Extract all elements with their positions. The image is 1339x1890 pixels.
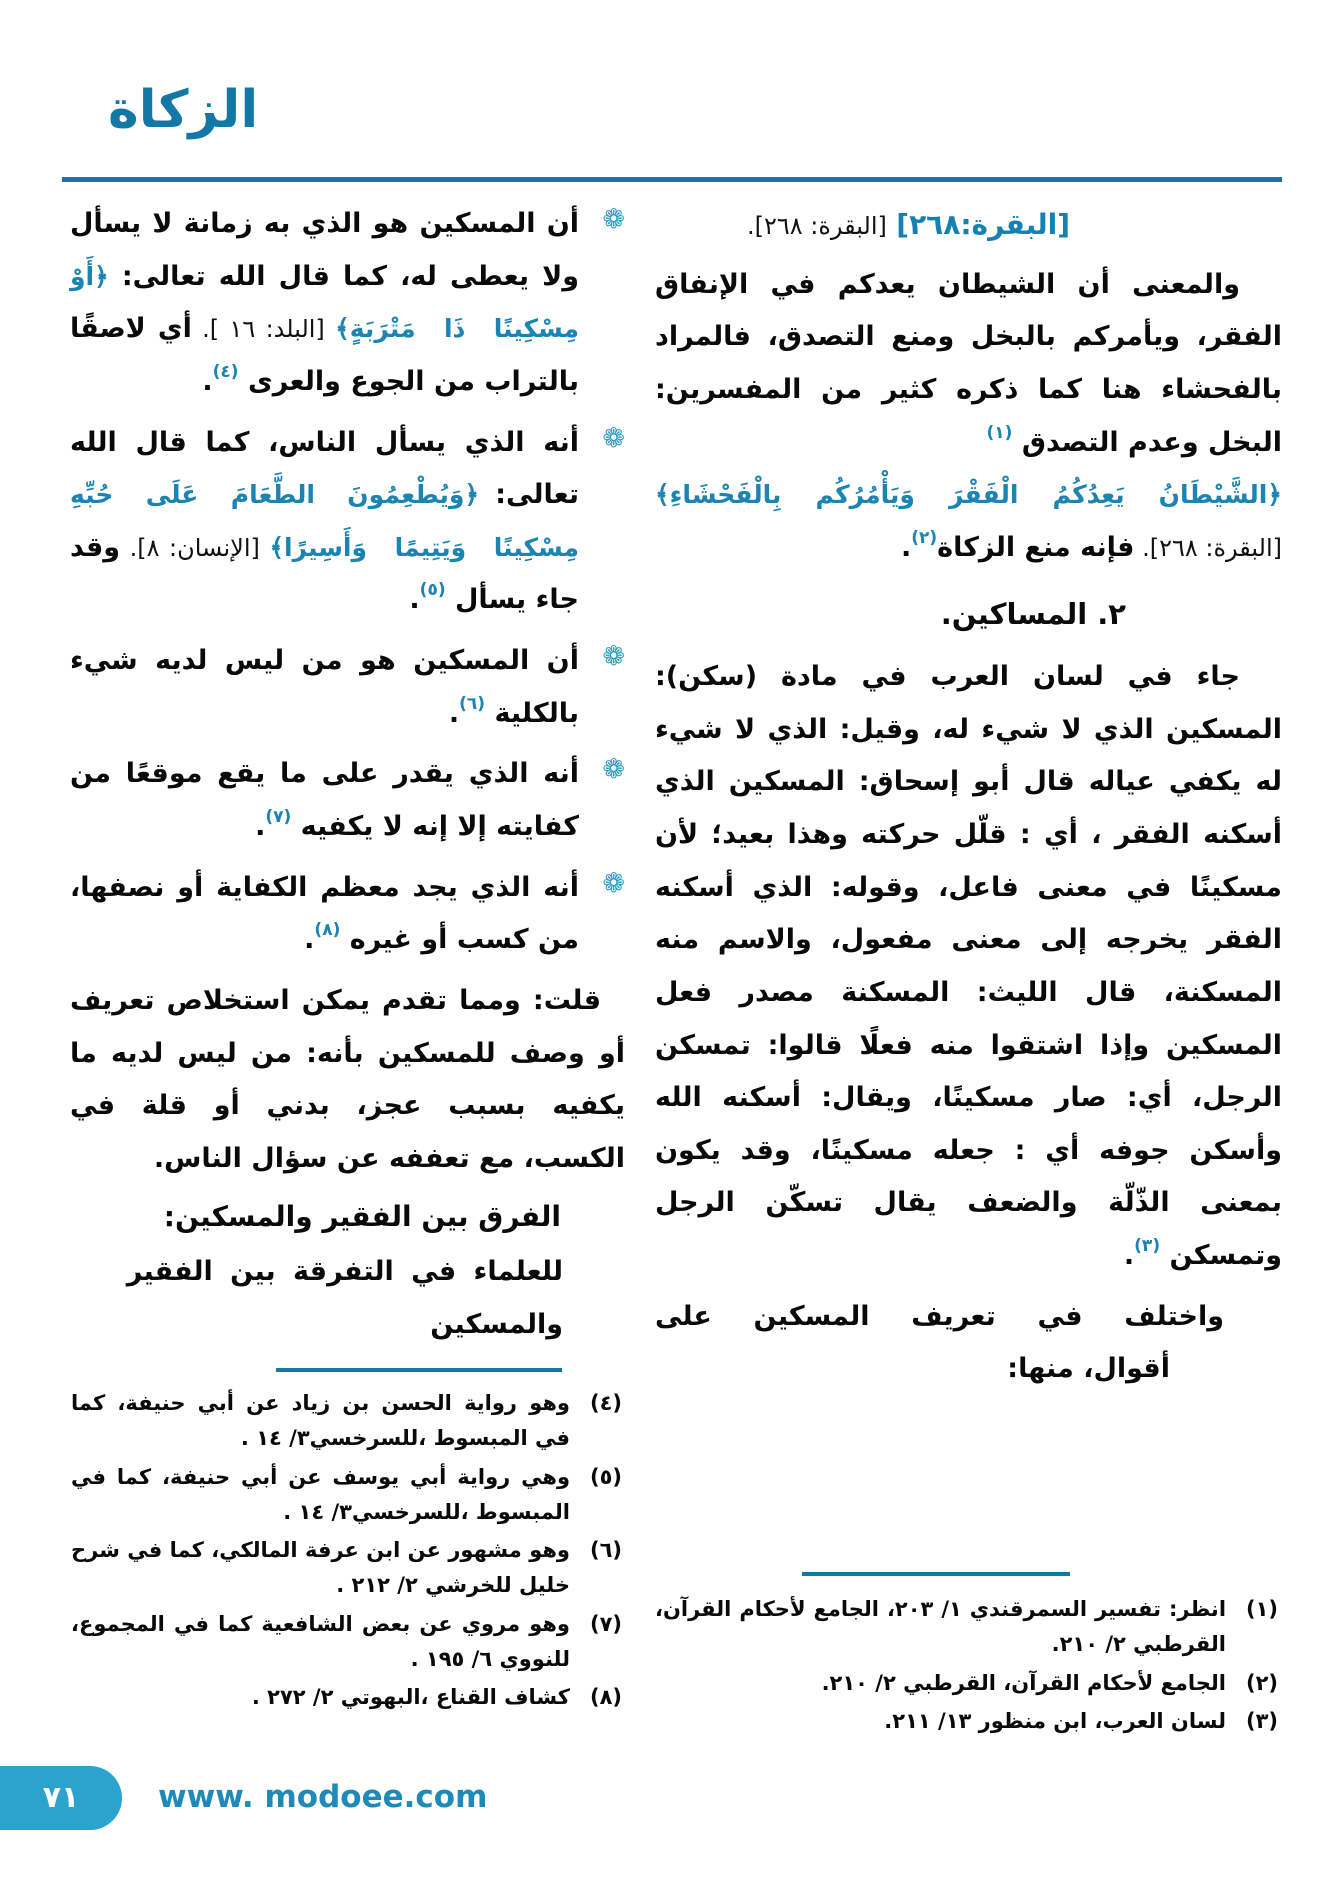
left-column [70, 198, 625, 1396]
list-item [70, 635, 625, 740]
footnote-text: انظر: تفسير السمرقندي ١/ ٢٠٣، الجامع لأحكام القرآن، القرطبي ٢/ ٢١٠. [655, 1597, 1227, 1657]
footnote-marker-7: (٧) [265, 807, 292, 828]
paragraph-text: والمعنى أن الشيطان يعدكم في الإنفاق الفقر، ويأمركم بالبخل ومنع التصدق، فالمراد بالفحشاء هنا كما ذكره كثير من المفسرين: البخل وعدم التصدق [655, 268, 1282, 458]
footnote-number: (٦) [589, 1538, 622, 1563]
footnote-marker-5: (٥) [419, 580, 446, 601]
footnote-number: (٣) [1245, 1708, 1278, 1733]
citation-text: [البقرة: ٢٦٨]. [1134, 533, 1282, 562]
footnote [655, 1666, 1282, 1701]
footnote-text: وهي رواية أبي يوسف عن أبي حنيفة، كما في المبسوط ،للسرخسي٣/ ١٤ . [71, 1464, 570, 1524]
period: . [304, 924, 315, 956]
bullet-text: وقد جاء يسأل [70, 531, 579, 616]
period: . [409, 584, 420, 616]
header-rule [62, 177, 1282, 182]
footnote-number: (٨) [589, 1685, 622, 1710]
paragraph-lisan-alarab [655, 651, 1282, 1283]
ayah-reference-line [655, 198, 1070, 253]
footnote [71, 1533, 626, 1604]
bullet-text: أي لاصقًا بالتراب من الجوع والعرى [70, 313, 579, 397]
rosette-bullet-icon: ❁ [602, 867, 625, 899]
list-item [70, 862, 625, 967]
citation-text: [البلد: ١٦ ]. [191, 315, 336, 344]
paragraph-meaning [655, 259, 1282, 470]
footnote [655, 1704, 1282, 1739]
period: . [1123, 1240, 1135, 1272]
bullet-text: أنه الذي يجد معظم الكفاية أو نصفها، من كسب أو غيره [70, 871, 579, 956]
bullet-text: أنه الذي يسأل الناس، كما قال الله تعالى: [70, 426, 579, 511]
rosette-bullet-icon: ❁ [602, 422, 625, 454]
list-item [70, 417, 625, 628]
footnote-marker-1: (١) [986, 422, 1013, 443]
footnote-separator [802, 1572, 1070, 1576]
page-header-title: الزكاة [108, 80, 259, 140]
footnote-marker-3: (٣) [1134, 1236, 1161, 1257]
footnote-text: وهو مشهور عن ابن عرفة المالكي، كما في شرح خليل للخرشي ٢/ ٢١٢ . [71, 1538, 570, 1598]
footnote-number: (٧) [589, 1611, 622, 1636]
bullet-text: أن المسكين هو الذي به زمانة لا يسأل ولا يعطى له، كما قال الله تعالى: [70, 208, 579, 292]
list-item [70, 198, 625, 409]
paragraph-ulama: للعلماء في التفرقة بين الفقير والمسكين [126, 1256, 563, 1340]
footnote-marker-6: (٦) [459, 693, 486, 714]
rosette-bullet-icon: ❁ [602, 641, 625, 673]
footnote [71, 1680, 626, 1715]
period: . [255, 811, 266, 843]
section-heading-difference: الفرق بين الفقير والمسكين: [163, 1199, 561, 1233]
footnotes-left [71, 1362, 626, 1762]
quran-verse-text: ﴿أَوْ مِسْكِينًا ذَا مَتْرَبَةٍ﴾ [70, 261, 579, 344]
quran-verse-text: ﴿الشَّيْطَانُ يَعِدُكُمُ الْفَقْرَ وَيَأْمُرُكُم بِالْفَحْشَاءِ﴾ [655, 480, 1282, 510]
list-item [70, 748, 625, 853]
paragraph-qult: قلت: ومما تقدم يمكن استخلاص تعريف أو وصف للمسكين بأنه: من ليس لديه ما يكفيه بسبب عجز، بدني أو قلة في الكسب، مع تعففه عن سؤال الناس. [70, 984, 625, 1174]
period: . [900, 531, 912, 563]
footnote [71, 1386, 626, 1457]
rosette-bullet-icon: ❁ [602, 754, 625, 786]
ayah-number-badge: [البقرة:٢٦٨] [896, 208, 1070, 241]
footnote-text: لسان العرب، ابن منظور ١٣/ ٢١١. [884, 1708, 1226, 1733]
page-number: ٧١ [42, 1780, 80, 1815]
website-link[interactable]: www. modoee.com [158, 1779, 488, 1815]
footnote-marker-8: (٨) [314, 920, 341, 941]
paragraph-text: جاء في لسان العرب في مادة (سكن): المسكين الذي لا شيء له، وقيل: الذي لا شيء له يكفي عياله قال أبو إسحاق: المسكين الذي أسكنه الفقر ، أي : قلّل حركته وهذا بعيد؛ لأن مسكينًا في معنى فاعل، وقوله: الذي أسكنه الفقر يخرجه إلى معنى مفعول، والاسم منه المسكنة، قال الليث: المسكنة مصدر فعل المسكين وإذا اشتقوا منه فعلًا قالوا: تمسكن الرجل، أي: صار مسكينًا، ويقال: أسكنه الله وأسكن جوفه أي : جعله مسكينًا، وقد يكون بمعنى الذّلّة والضعف يقال تسكّن الرجل وتمسكن [655, 661, 1282, 1272]
quran-verse-text: ﴿وَيُطْعِمُونَ الطَّعَامَ عَلَى حُبِّهِ مِسْكِينًا وَيَتِيمًا وَأَسِيرًا﴾ [70, 480, 579, 562]
footnote-text: كشاف القناع ،البهوتي ٢/ ٢٧٢ . [251, 1685, 570, 1710]
footnotes-right [655, 1566, 1282, 1890]
period: . [448, 697, 460, 729]
right-column [655, 198, 1282, 1396]
paragraph-text: فإنه منع الزكاة [937, 531, 1135, 563]
footnote-marker-2: (٢) [911, 527, 938, 548]
rosette-bullet-icon: ❁ [602, 204, 625, 235]
page-number-pill [0, 1766, 122, 1830]
bullet-text: أنه الذي يقدر على ما يقع موقعًا من كفايته إلا إنه لا يكفيه [70, 758, 579, 843]
paragraph-ikhtilaf-line1: واختلف في تعريف المسكين على [655, 1300, 1224, 1332]
section-heading-masakin: ٢. المساكين. [940, 597, 1126, 632]
footnote [71, 1460, 626, 1531]
footnote-number: (٥) [589, 1464, 622, 1489]
footnote [71, 1607, 626, 1678]
footnote-marker-4: (٤) [212, 361, 239, 382]
bullet-text: أن المسكين هو من ليس لديه شيء بالكلية [70, 645, 579, 729]
citation-text: [البقرة: ٢٦٨]. [746, 212, 887, 240]
footnote-text: الجامع لأحكام القرآن، القرطبي ٢/ ٢١٠. [821, 1670, 1226, 1695]
footnote-text: وهو مروي عن بعض الشافعية كما في المجموع، للنووي ٦/ ١٩٥ . [71, 1611, 570, 1671]
footnote-number: (٢) [1245, 1670, 1278, 1695]
footnote-text: وهو رواية الحسن بن زياد عن أبي حنيفة، كما في المبسوط ،للسرخسي٣/ ١٤ . [71, 1391, 570, 1451]
period: . [202, 365, 213, 397]
text-columns [70, 198, 1282, 1396]
citation-text: [الإنسان: ٨]. [120, 533, 270, 562]
footnote-number: (٤) [589, 1391, 622, 1415]
footnote [655, 1592, 1282, 1663]
paragraph-ikhtilaf-line2: أقوال، منها: [1007, 1353, 1170, 1385]
footnote-separator [276, 1368, 562, 1372]
footnote-number: (١) [1245, 1597, 1278, 1621]
quran-verse-paragraph [655, 469, 1282, 574]
